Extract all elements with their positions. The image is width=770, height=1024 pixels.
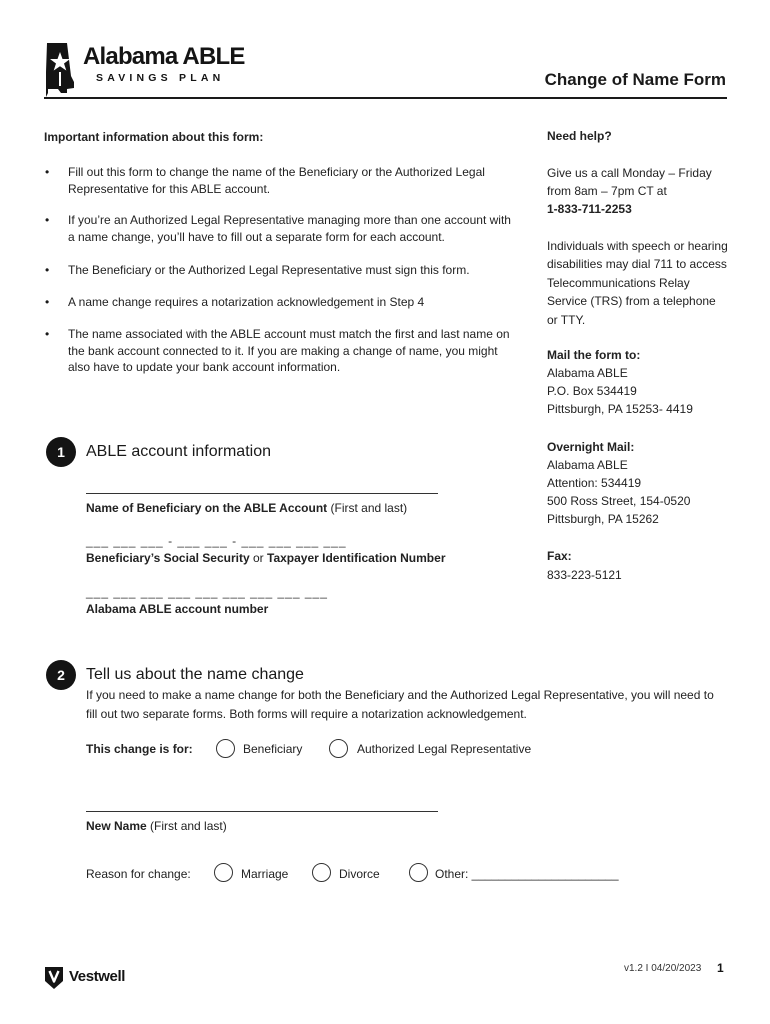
bullet-dot: • (45, 295, 50, 309)
header-divider (44, 97, 727, 99)
overnight-line-1: Alabama ABLE (547, 458, 628, 472)
ssn-label-or: or (252, 551, 264, 565)
divorce-radio-label: Divorce (339, 867, 380, 881)
overnight-line-4: Pittsburgh, PA 15262 (547, 512, 659, 526)
ssn-label-a: Beneficiary’s Social Security (86, 551, 250, 565)
step-2-title: Tell us about the name change (86, 666, 304, 683)
fax-heading: Fax: (547, 549, 572, 563)
overnight-heading: Overnight Mail: (547, 440, 635, 454)
beneficiary-name-label-text: Name of Beneficiary on the ABLE Account (86, 501, 328, 515)
bullet-dot: • (45, 327, 50, 341)
reason-label: Reason for change: (86, 867, 191, 881)
marriage-radio-label: Marriage (241, 867, 289, 881)
beneficiary-radio[interactable] (216, 739, 235, 758)
ssn-field[interactable]: ___ ___ ___ - ___ ___ - ___ ___ ___ ___ (86, 534, 347, 548)
other-radio-label[interactable]: Other: ______________________ (435, 867, 619, 881)
mail-heading: Mail the form to: (547, 348, 641, 362)
step-2-description: If you need to make a name change for both the Beneficiary and the Authorized Legal Representative, you will need to fill out two separate forms. Both forms will require a notarization acknowledgement. (86, 688, 714, 721)
beneficiary-radio-label: Beneficiary (243, 742, 303, 756)
overnight-line-2: Attention: 534419 (547, 476, 642, 490)
authorized-legal-representative-radio[interactable] (329, 739, 348, 758)
bullet-dot: • (45, 213, 50, 227)
new-name-hint: (First and last) (150, 819, 227, 833)
help-heading: Need help? (547, 129, 612, 143)
info-bullet-5: The name associated with the ABLE account must match the first and last name on the bank account connected to it. If you are making a change of name, you might also have to update your bank account information. (68, 327, 510, 374)
other-radio[interactable] (409, 863, 428, 882)
authorized-legal-representative-radio-label: Authorized Legal Representative (357, 742, 532, 756)
beneficiary-name-field[interactable] (86, 493, 438, 494)
info-bullet-3: The Beneficiary or the Authorized Legal Representative must sign this form. (68, 263, 470, 277)
bullet-dot: • (45, 263, 50, 277)
fax-number: 833-223-5121 (547, 568, 622, 582)
ssn-label (86, 550, 445, 566)
bullet-dot: • (45, 165, 50, 179)
step-1-title: ABLE account information (86, 443, 271, 460)
info-heading: Important information about this form: (44, 130, 264, 144)
marriage-radio[interactable] (214, 863, 233, 882)
footer-brand: Vestwell (69, 968, 126, 985)
info-bullet-4: A name change requires a notarization acknowledgement in Step 4 (68, 295, 425, 309)
ssn-label-b: Taxpayer Identification Number (267, 551, 446, 565)
mail-line-2: P.O. Box 534419 (547, 384, 637, 398)
logo-subtitle: SAVINGS PLAN (96, 72, 225, 84)
new-name-label-text: New Name (86, 819, 147, 833)
account-number-label: Alabama ABLE account number (86, 602, 269, 616)
divorce-radio[interactable] (312, 863, 331, 882)
info-bullet-1: Fill out this form to change the name of the Beneficiary or the Authorized Legal Representative for this ABLE account. (68, 165, 485, 196)
mail-line-3: Pittsburgh, PA 15253- 4419 (547, 402, 693, 416)
new-name-label (86, 818, 227, 834)
mail-line-1: Alabama ABLE (547, 366, 628, 380)
account-number-field[interactable]: ___ ___ ___ ___ ___ ___ ___ ___ ___ (86, 585, 328, 599)
new-name-field[interactable] (86, 811, 438, 812)
vestwell-logo-icon (44, 966, 64, 990)
change-for-label: This change is for: (86, 742, 193, 756)
overnight-line-3: 500 Ross Street, 154-0520 (547, 494, 691, 508)
beneficiary-name-label (86, 500, 407, 516)
help-phone[interactable]: 1-833-711-2253 (547, 202, 632, 216)
logo-title: Alabama ABLE (83, 43, 245, 70)
info-bullet-2: If you’re an Authorized Legal Representative managing more than one account with a name change, you’ll have to fill out a separate form for each account. (68, 213, 511, 244)
help-call-text: Give us a call Monday – Friday from 8am – 7pm CT at (547, 166, 712, 199)
step-1-badge: 1 (46, 437, 76, 467)
beneficiary-name-hint: (First and last) (330, 501, 408, 515)
footer-version: v1.2 I 04/20/2023 (624, 963, 702, 974)
help-trs-text: Individuals with speech or hearing disabilities may dial 711 to access Telecommunications Relay Service (TRS) from a telephone or TTY. (547, 239, 728, 327)
step-2-badge: 2 (46, 660, 76, 690)
page-number: 1 (717, 961, 724, 975)
alabama-state-star-logo-icon (44, 42, 80, 98)
form-title: Change of Name Form (544, 70, 726, 89)
